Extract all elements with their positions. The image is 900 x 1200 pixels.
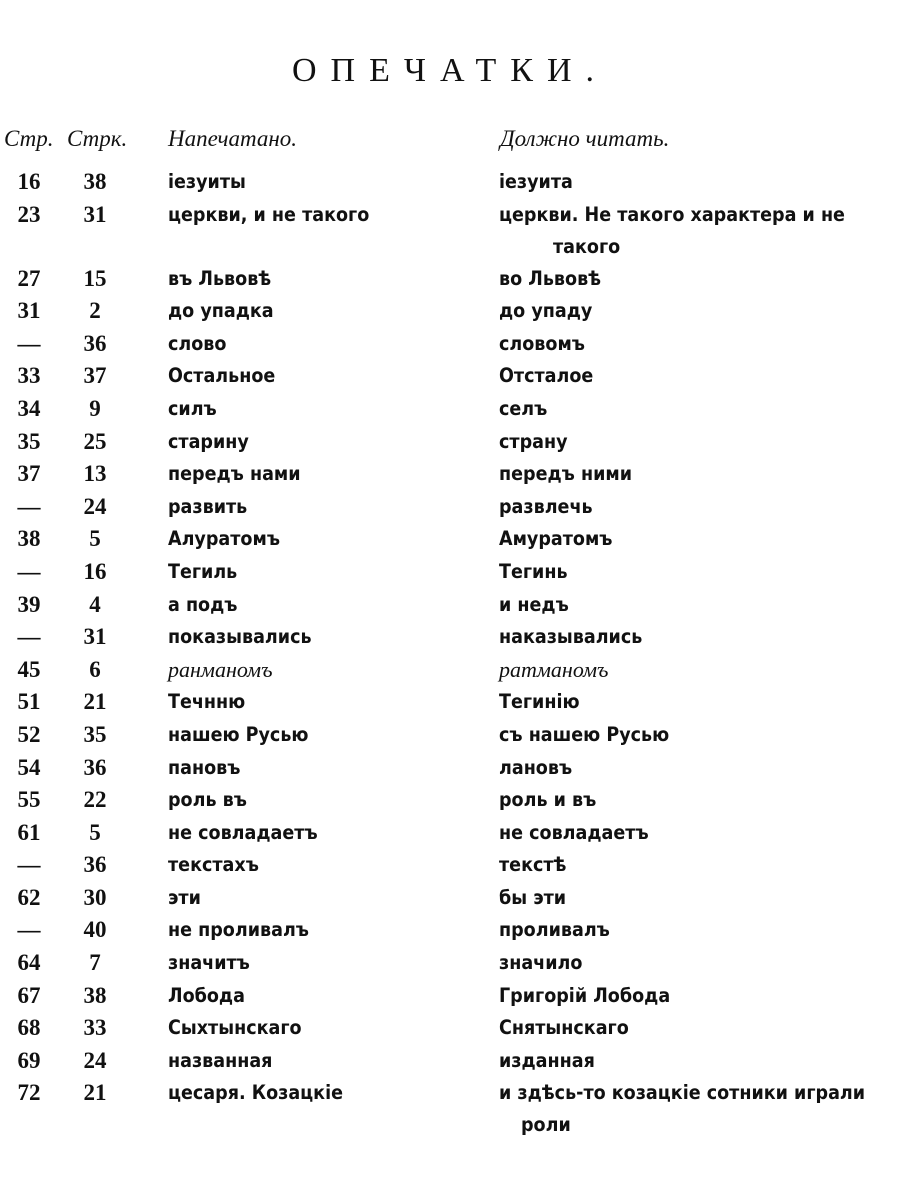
row-line-number: 5 <box>89 819 101 845</box>
row-page-number: — <box>17 330 41 356</box>
row-printed-text: а подъ <box>168 592 238 616</box>
row-correct-text <box>499 914 895 947</box>
row-line-number: 36 <box>83 754 107 780</box>
row-correct-text <box>499 784 895 817</box>
row-correct-text-main: Отсталое <box>499 364 594 388</box>
row-printed-text: Тегиль <box>168 559 238 583</box>
errata-table <box>0 166 900 1141</box>
row-page-number: 64 <box>17 950 41 976</box>
row-correct-text <box>499 849 895 882</box>
row-printed-text: Остальное <box>168 364 276 388</box>
row-correct-text-main: Тегинію <box>499 690 580 714</box>
row-page-number: 55 <box>17 787 41 813</box>
row-page-number: 38 <box>17 526 41 552</box>
row-correct-text <box>499 426 895 459</box>
row-printed-text: текстахъ <box>168 853 259 877</box>
table-row <box>0 719 900 752</box>
row-correct-text-main: значило <box>499 951 583 975</box>
row-correct-text-main: Амуратомъ <box>499 527 613 551</box>
row-page-number: — <box>17 852 41 878</box>
row-correct-text <box>499 393 895 426</box>
row-correct-text <box>499 199 895 263</box>
page-title: ОПЕЧАТКИ. <box>291 52 609 89</box>
row-line-number: 33 <box>83 1015 107 1041</box>
row-line-number: 38 <box>83 982 107 1008</box>
row-page-number: — <box>17 624 41 650</box>
row-line-number: 2 <box>89 298 101 324</box>
row-correct-text-main: изданная <box>499 1048 595 1072</box>
row-page-number: 27 <box>17 265 41 291</box>
table-row <box>0 849 900 882</box>
table-row <box>0 491 900 524</box>
row-printed-text: названная <box>168 1048 273 1072</box>
row-line-number: 40 <box>83 917 107 943</box>
table-row <box>0 1077 900 1141</box>
row-printed-text: не совладаетъ <box>168 820 318 844</box>
row-line-number: 30 <box>83 884 107 910</box>
row-printed-text: Лобода <box>168 983 245 1007</box>
row-correct-text-main: и здѣсь-то козацкіе сотники играли <box>499 1081 866 1105</box>
row-correct-text-continuation: роли <box>521 1113 571 1137</box>
row-line-number: 16 <box>83 558 107 584</box>
row-line-number: 38 <box>83 169 107 194</box>
table-row <box>0 654 900 687</box>
row-printed-text: цесаря. Козацкіе <box>168 1081 343 1105</box>
row-correct-text <box>499 328 895 361</box>
row-page-number: 23 <box>17 201 41 227</box>
row-line-number: 37 <box>83 363 107 389</box>
row-page-number: 67 <box>17 982 41 1008</box>
table-row <box>0 1012 900 1045</box>
row-printed-text: роль въ <box>168 788 247 812</box>
row-page-number: 16 <box>17 169 41 194</box>
row-correct-text <box>499 523 895 556</box>
row-printed-text: Сыхтынскаго <box>168 1016 302 1040</box>
row-correct-text-main: и недъ <box>499 592 569 616</box>
row-correct-text-main: лановъ <box>499 755 573 779</box>
row-correct-text-main: наказывались <box>499 625 643 649</box>
row-correct-text-main: Григорій Лобода <box>499 983 671 1007</box>
row-correct-text-main: до упаду <box>499 299 593 323</box>
row-line-number: 4 <box>89 591 101 617</box>
table-row <box>0 295 900 328</box>
table-row <box>0 166 900 199</box>
row-line-number: 6 <box>89 656 101 682</box>
row-correct-text-main: ратманомъ <box>499 656 609 682</box>
row-correct-text <box>499 556 895 589</box>
row-printed-text: передъ нами <box>168 462 301 486</box>
row-page-number: 51 <box>17 689 41 715</box>
row-printed-text: развить <box>168 494 248 518</box>
row-correct-text-main: съ нашею Русью <box>499 722 670 746</box>
row-correct-text-main: церкви. Не такого характера и не <box>499 202 845 226</box>
row-correct-text <box>499 621 895 654</box>
row-page-number: — <box>17 493 41 519</box>
row-correct-text <box>499 458 895 491</box>
row-line-number: 35 <box>83 721 107 747</box>
row-page-number: 54 <box>17 754 41 780</box>
column-header-page: Стр. <box>4 126 54 151</box>
row-line-number: 36 <box>83 852 107 878</box>
table-row <box>0 947 900 980</box>
row-page-number: 35 <box>17 428 41 454</box>
column-header-row <box>0 126 900 160</box>
row-line-number: 21 <box>83 1080 107 1106</box>
table-row <box>0 1045 900 1078</box>
row-page-number: 33 <box>17 363 41 389</box>
row-correct-text <box>499 686 895 719</box>
row-correct-text <box>499 295 895 328</box>
row-printed-text: пановъ <box>168 755 241 779</box>
row-correct-text <box>499 719 895 752</box>
row-line-number: 5 <box>89 526 101 552</box>
row-printed-text: значитъ <box>168 951 250 975</box>
row-line-number: 21 <box>83 689 107 715</box>
row-page-number: 52 <box>17 721 41 747</box>
row-printed-text: ранманомъ <box>168 656 273 682</box>
table-row <box>0 752 900 785</box>
table-row <box>0 784 900 817</box>
table-row <box>0 426 900 459</box>
row-line-number: 13 <box>83 461 107 487</box>
row-printed-text: нашею Русью <box>168 722 309 746</box>
row-page-number: 45 <box>17 656 41 682</box>
table-row <box>0 589 900 622</box>
row-page-number: 69 <box>17 1047 41 1073</box>
row-correct-text <box>499 589 895 622</box>
row-printed-text: эти <box>168 885 201 909</box>
table-row <box>0 556 900 589</box>
row-line-number: 7 <box>89 950 101 976</box>
row-line-number: 9 <box>89 395 101 421</box>
row-page-number: — <box>17 917 41 943</box>
row-line-number: 25 <box>83 428 107 454</box>
row-printed-text: силъ <box>168 396 217 420</box>
row-correct-text <box>499 752 895 785</box>
table-row <box>0 458 900 491</box>
row-correct-text <box>499 947 895 980</box>
row-correct-text <box>499 1077 895 1141</box>
row-correct-text <box>499 817 895 850</box>
row-correct-text-main: не совладаетъ <box>499 820 649 844</box>
row-correct-text <box>499 882 895 915</box>
column-header-line: Стрк. <box>67 126 128 151</box>
row-printed-text: старину <box>168 429 249 453</box>
table-row <box>0 523 900 556</box>
row-correct-text-main: страну <box>499 429 568 453</box>
row-correct-text-main: проливалъ <box>499 918 610 942</box>
table-row <box>0 360 900 393</box>
row-printed-text: іезуиты <box>168 170 246 193</box>
row-line-number: 24 <box>83 493 107 519</box>
column-header-printed: Напечатано. <box>168 126 298 151</box>
row-correct-text <box>499 980 895 1013</box>
row-correct-text-main: Снятынскаго <box>499 1016 629 1040</box>
table-row <box>0 263 900 296</box>
row-line-number: 15 <box>83 265 107 291</box>
row-page-number: 37 <box>17 461 41 487</box>
row-correct-text <box>499 654 895 687</box>
row-page-number: — <box>17 558 41 584</box>
row-line-number: 31 <box>83 201 107 227</box>
row-printed-text: показывались <box>168 625 312 649</box>
row-correct-text <box>499 491 895 524</box>
row-page-number: 62 <box>17 884 41 910</box>
row-correct-text <box>499 1045 895 1078</box>
row-page-number: 39 <box>17 591 41 617</box>
row-correct-text-main: роль и въ <box>499 788 597 812</box>
row-printed-text: Алуратомъ <box>168 527 281 551</box>
row-line-number: 22 <box>83 787 107 813</box>
table-row <box>0 980 900 1013</box>
row-page-number: 72 <box>17 1080 41 1106</box>
row-correct-text-main: передъ ними <box>499 462 632 486</box>
row-correct-text-main: Тегинь <box>499 559 568 583</box>
row-correct-text-main: во Львовѣ <box>499 266 602 290</box>
table-row <box>0 817 900 850</box>
row-correct-text-main: іезуита <box>499 170 573 193</box>
row-correct-text <box>499 360 895 393</box>
row-correct-text <box>499 1012 895 1045</box>
row-correct-text <box>499 263 895 296</box>
row-correct-text-main: словомъ <box>499 331 585 355</box>
row-correct-text-main: бы эти <box>499 885 567 909</box>
row-correct-text-main: развлечь <box>499 494 593 518</box>
row-printed-text: до упадка <box>168 299 274 323</box>
row-printed-text: въ Львовѣ <box>168 266 272 290</box>
table-row <box>0 328 900 361</box>
row-printed-text: слово <box>168 331 227 355</box>
row-correct-text-main: селъ <box>499 396 548 420</box>
row-line-number: 31 <box>83 624 107 650</box>
table-row <box>0 621 900 654</box>
column-header-should-read: Должно читать. <box>500 126 670 151</box>
row-correct-text-continuation: такого <box>553 234 621 258</box>
table-row <box>0 686 900 719</box>
row-page-number: 61 <box>17 819 41 845</box>
table-row <box>0 393 900 426</box>
row-page-number: 34 <box>17 395 41 421</box>
table-row <box>0 199 900 263</box>
row-page-number: 68 <box>17 1015 41 1041</box>
row-page-number: 31 <box>17 298 41 324</box>
table-row <box>0 882 900 915</box>
table-row <box>0 914 900 947</box>
row-printed-text: церкви, и не такого <box>168 202 370 226</box>
row-correct-text <box>499 166 895 199</box>
row-correct-text-main: текстѣ <box>499 853 567 877</box>
row-line-number: 36 <box>83 330 107 356</box>
row-printed-text: Течнню <box>168 690 246 714</box>
row-line-number: 24 <box>83 1047 107 1073</box>
row-printed-text: не проливалъ <box>168 918 309 942</box>
